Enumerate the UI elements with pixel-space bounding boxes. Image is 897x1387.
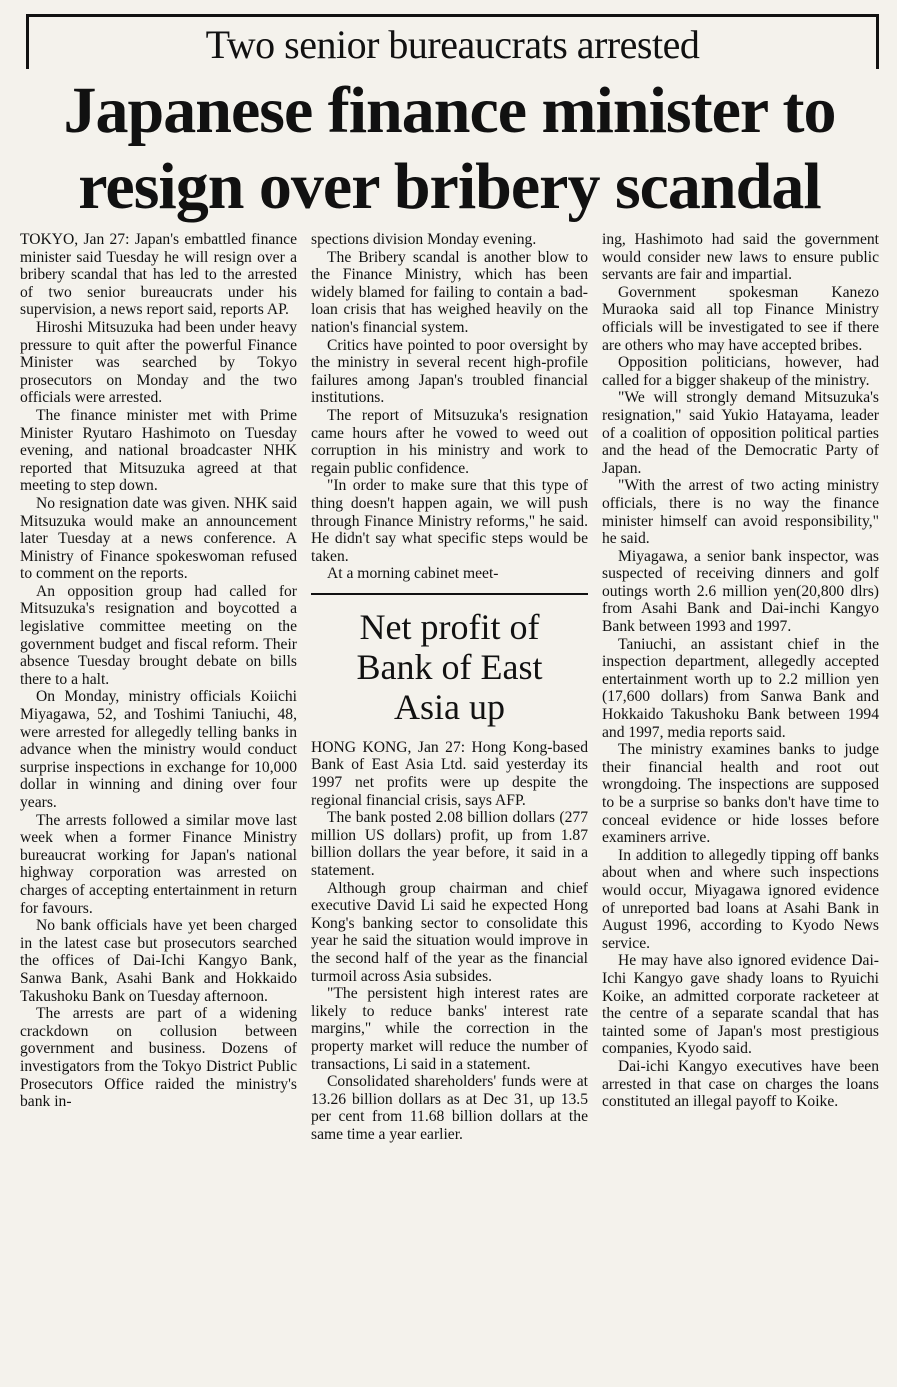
paragraph: ing, Hashimoto had said the government would consider new laws to ensure public servants are fair and impartial. [602,231,879,284]
paragraph: Miyagawa, a senior bank inspector, was suspected of receiving dinners and golf outings worth 2.6 million yen(20,800 dlrs) from Asahi Bank and Dai-inchi Kangyo Bank between 1993 and 1997. [602,547,879,636]
paragraph: "We will strongly demand Mitsuzuka's resignation," said Yukio Hatayama, leader of a coalition of opposition political parties and the head of the Democratic Party of Japan. [602,389,879,477]
headline-frame [26,14,879,69]
paragraph: The bank posted 2.08 billion dollars (277 million US dollars) profit, up from 1.87 billion dollars the year before, it said in a statement. [311,809,588,880]
column-1 [20,231,297,1111]
paragraph: The arrests followed a similar move last week when a former Finance Ministry bureaucrat working for Japan's national highway corporation was arrested on charges of accepting entertainment in return for favours. [20,811,297,917]
main-headline-line2: resign over bribery scandal [78,150,821,223]
paragraph: The ministry examines banks to judge their financial health and root out wrongdoing. The inspections are supposed to be a surprise so banks don't have time to conceal evidence or hide losses before examiners arrive. [602,741,879,847]
secondary-headline-line3: Asia up [394,686,505,727]
main-headline [20,73,879,225]
paragraph: The finance minister met with Prime Minister Ryutaro Hashimoto on Tuesday evening, and national broadcaster NHK reported that Mitsuzuka agreed at that meeting to step down. [20,406,297,495]
column-3 [602,231,879,1111]
paragraph: HONG KONG, Jan 27: Hong Kong-based Bank of East Asia Ltd. said yesterday its 1997 net profits were up despite the regional financial crisis, says AFP. [311,738,588,809]
paragraph: No resignation date was given. NHK said Mitsuzuka would make an announcement later Tuesday at a news conference. A Ministry of Finance spokeswoman refused to comment on the reports. [20,494,297,583]
paragraph: "With the arrest of two acting ministry officials, there is no way the finance minister himself can avoid responsibility," he said. [602,477,879,548]
paragraph: Government spokesman Kanezo Muraoka said all top Finance Ministry officials will be investigated to see if there are others who may have accepted bribes. [602,283,879,354]
paragraph: On Monday, ministry officials Koiichi Miyagawa, 52, and Toshimi Taniuchi, 48, were arrested for allegedly telling banks in advance when the ministry would conduct surprise inspections in exchange for 10,000 dollar in winning and dining over four years. [20,688,297,811]
paragraph: Dai-ichi Kangyo executives have been arrested in that case on charges the loans constituted an illegal payoff to Koike. [602,1057,879,1111]
paragraph: "In order to make sure that this type of thing doesn't happen again, we will push through Finance Ministry reforms," he said. He didn't say what specific steps would be taken. [311,477,588,565]
paragraph: Taniuchi, an assistant chief in the inspection department, allegedly accepted entertainment worth up to 2.2 million yen (17,600 dollars) from Sanwa Bank and Hokkaido Takushoku Bank between 1994 and 1997, media reports said. [602,635,879,741]
main-headline-line1: Japanese finance minister to [63,74,836,147]
paragraph: Consolidated shareholders' funds were at 13.26 billion dollars as at Dec 31, up 13.5 per cent from 11.68 billion dollars at the same time a year earlier. [311,1073,588,1143]
paragraph: The Bribery scandal is another blow to the Finance Ministry, which has been widely blamed for failing to contain a bad-loan crisis that has weighed heavily on the nation's financial system. [311,248,588,336]
paragraph: At a morning cabinet meet- [327,565,499,583]
secondary-headline [311,607,588,727]
paragraph: He may have also ignored evidence Dai-Ichi Kangyo gave shady loans to Ryuichi Koike, an admitted corporate racketeer at the centre of a separate scandal that has tainted some of Japan's most prestigious companies, Kyodo said. [602,952,879,1058]
paragraph: Although group chairman and chief executive David Li said he expected Hong Kong's banking sector to consolidate this year he said the situation would improve in the second half of the year as the financial turmoil across Asia subsides. [311,879,588,985]
paragraph: The arrests are part of a widening crackdown on collusion between government and business. Dozens of investigators from the Tokyo District Public Prosecutors Office raided the ministry's bank in- [20,1005,297,1111]
secondary-headline-line1: Net profit of [359,606,540,647]
paragraph: No bank officials have yet been charged in the latest case but prosecutors searched the offices of Dai-Ichi Kangyo Bank, Sanwa Bank, Asahi Bank and Hokkaido Takushoku Bank on Tuesday afternoon. [20,917,297,1005]
paragraph: Critics have pointed to poor oversight by the ministry in several recent high-profile failures among Japan's troubled financial institutions. [311,336,588,407]
secondary-article [311,593,588,727]
paragraph: TOKYO, Jan 27: Japan's embattled finance minister said Tuesday he will resign over a bribery scandal that has led to the arrested of two senior bureaucrats under his supervision, a news report said, reports AP. [20,231,297,319]
paragraph: Opposition politicians, however, had called for a bigger shakeup of the ministry. [602,354,879,389]
paragraph: The report of Mitsuzuka's resignation came hours after he vowed to weed out corruption in his ministry and work to regain public confidence. [311,406,588,477]
paragraph: "The persistent high interest rates are likely to reduce banks' interest rate margins," while the correction in the property market will reduce the number of transactions, Li said in a statement. [311,985,588,1073]
article-columns [20,231,879,1144]
paragraph: Hiroshi Mitsuzuka had been under heavy pressure to quit after the powerful Finance Minister was searched by Tokyo prosecutors on Monday and the two officials were arrested. [20,318,297,407]
secondary-headline-line2: Bank of East [356,646,543,687]
column-2 [311,231,588,1144]
paragraph: In addition to allegedly tipping off banks about when and where such inspections would occur, Miyagawa ignored evidence of unreported bad loans at Asahi Bank in August 1996, according to Kyodo News service. [602,846,879,952]
kicker-headline: Two senior bureaucrats arrested [205,22,700,67]
paragraph: An opposition group had called for Mitsuzuka's resignation and boycotted a legislative committee meeting on the government budget and fiscal reform. Their absence Tuesday brought debate on bills there to a halt. [20,582,297,688]
paragraph: spections division Monday evening. [311,231,537,248]
